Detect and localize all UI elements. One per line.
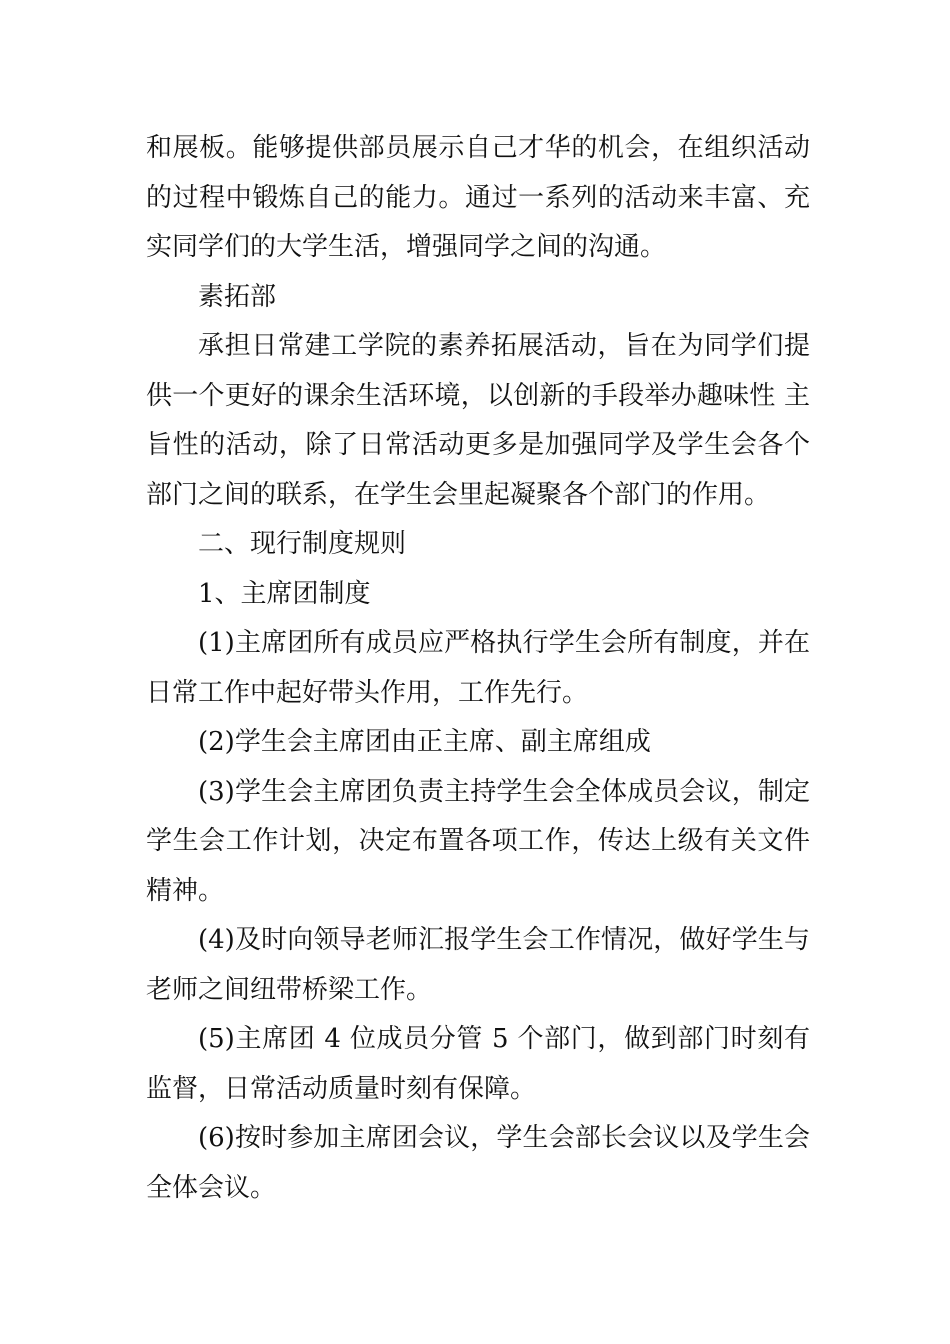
rule-item-2: (2)学生会主席团由正主席、副主席组成 — [198, 727, 651, 757]
rule-item-4: (4)及时向领导老师汇报学生会工作情况，做好学生与老师之间纽带桥梁工作。 — [146, 925, 810, 1005]
rule-item-5: (5)主席团 4 位成员分管 5 个部门，做到部门时刻有监督，日常活动质量时刻有保障。 — [146, 1024, 810, 1104]
rule-item-6: (6)按时参加主席团会议，学生会部长会议以及学生会全体会议。 — [146, 1123, 810, 1203]
document-body — [146, 124, 810, 1213]
rule-item-3: (3)学生会主席团负责主持学生会全体成员会议，制定学生会工作计划，决定布置各项工作，传达上级有关文件精神。 — [146, 776, 810, 906]
section-heading-rules: 二、现行制度规则 — [198, 529, 407, 559]
rule-item-1: (1)主席团所有成员应严格执行学生会所有制度，并在日常工作中起好带头作用，工作先行。 — [146, 628, 810, 708]
section-heading-su-tuo-bu: 素拓部 — [198, 281, 277, 312]
paragraph-su-tuo-bu: 承担日常建工学院的素养拓展活动，旨在为同学们提供一个更好的课余生活环境，以创新的手段举办趣味性 主旨性的活动，除了日常活动更多是加强同学及学生会各个部门之间的联系，在学生会里起凝聚各个部门的作用。 — [146, 331, 810, 510]
subsection-heading-presidium: 1、主席团制度 — [198, 578, 371, 609]
paragraph-continuation: 和展板。能够提供部员展示自己才华的机会，在组织活动的过程中锻炼自己的能力。通过一系列的活动来丰富、充实同学们的大学生活，增强同学之间的沟通。 — [146, 133, 810, 262]
